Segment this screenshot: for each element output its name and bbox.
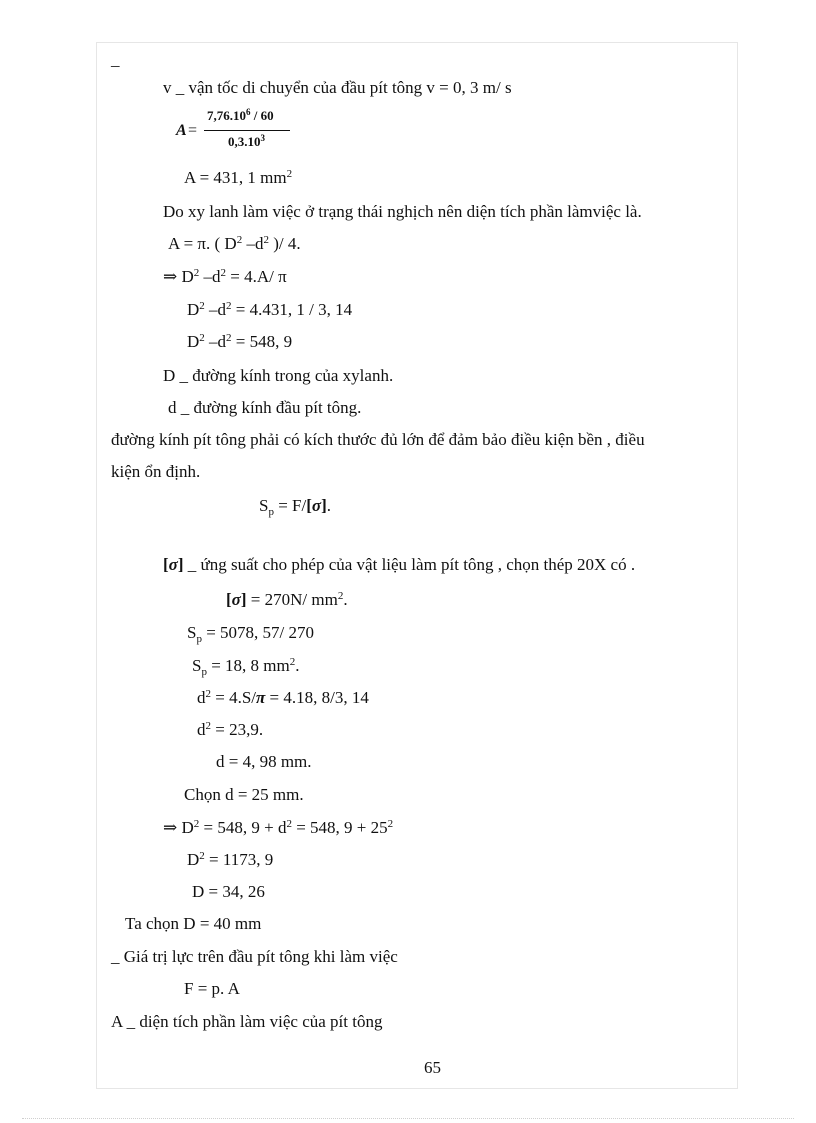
fraction-bar bbox=[204, 130, 290, 131]
line-D2-value: $D^2 = 1173$, 9 bbox=[187, 850, 274, 869]
formula-denominator: 0,3.10$^3$ bbox=[228, 133, 265, 149]
page-number: 65 bbox=[424, 1058, 441, 1077]
line-D-value: D = 34, 26 bbox=[192, 882, 265, 901]
line-chon-d: Chọn d = 25 mm. bbox=[184, 785, 304, 804]
line-d2-formula: ⇒ $D^2$ $-d^2 = 4.A/$ π bbox=[163, 267, 287, 286]
implies-symbol: ⇒ bbox=[163, 267, 178, 286]
formula-eq: = bbox=[188, 122, 198, 139]
line-d-value: d = 4, 98 mm. bbox=[216, 752, 312, 771]
sigma-symbol: σ bbox=[311, 496, 322, 515]
line-d2-from-sp: $d^2 = 4.S/\pi = 4.18$, 8/3, 14 bbox=[197, 688, 369, 707]
formula-lhs: A bbox=[176, 122, 187, 139]
line-do-xy-lanh: Do xy lanh làm việc ở trạng thái nghịch nên diện tích phần làmviệc là. bbox=[163, 202, 642, 221]
line-sp-result: $S_p = 18$, 8 $mm^2$. bbox=[192, 656, 300, 678]
line-sp-formula: $S_p = F/[\sigma]$. bbox=[259, 496, 331, 518]
implies-symbol: ⇒ bbox=[163, 818, 178, 837]
area-formula bbox=[176, 108, 306, 156]
line-gia-tri-luc: _ Giá trị lực trên đầu pít tông khi làm việc bbox=[111, 947, 398, 966]
line-d-definition: d _ đường kính đầu pít tông. bbox=[168, 398, 362, 417]
line-area-pi: A = π. ( $D^2$ $-d^2$ )/ 4. bbox=[168, 234, 301, 253]
line-sp-calc: $S_p = 5078$, 57/ 270 bbox=[187, 623, 315, 645]
line-d2-result: $D^2$ $-d^2 = 548$, 9 bbox=[187, 332, 293, 351]
paragraph-line-1: đường kính pít tông phải có kích thước đủ lớn để đảm bảo điều kiện bền , điều bbox=[111, 430, 645, 449]
line-sigma-value: [σ] = 270N/ $mm^2$. bbox=[226, 590, 348, 609]
line-D2-formula: ⇒ $D^2 = 548$, $9 + d^2 = 548$, $9 + 25^2$ bbox=[163, 818, 394, 837]
line-sigma-description: [σ] _ ứng suất cho phép của vật liệu làm pít tông , chọn thép 20X có . bbox=[163, 555, 636, 574]
line-velocity: v _ vận tốc di chuyển của đầu pít tông v = 0, 3 m/ s bbox=[163, 78, 512, 97]
line-d2-value: $d^2 = 23,9$. bbox=[197, 720, 264, 739]
line-area-definition: A _ diện tích phần làm việc của pít tông bbox=[111, 1012, 383, 1031]
formula-numerator: 7,76.10$^6$ / 60 bbox=[207, 107, 274, 123]
line-force-formula: F = p. A bbox=[184, 979, 240, 998]
line-area-value: A = 431, 1 $mm^2$ bbox=[184, 168, 293, 187]
top-dash: _ bbox=[111, 50, 120, 69]
line-d2-calc: $D^2$ $-d^2 = 4.431$, 1 / 3, 14 bbox=[187, 300, 353, 319]
line-ta-chon: Ta chọn D = 40 mm bbox=[125, 914, 262, 933]
bottom-dotted-rule bbox=[22, 1118, 794, 1119]
line-D-definition: D _ đường kính trong của xylanh. bbox=[163, 366, 394, 385]
paragraph-line-2: kiện ổn định. bbox=[111, 462, 201, 481]
